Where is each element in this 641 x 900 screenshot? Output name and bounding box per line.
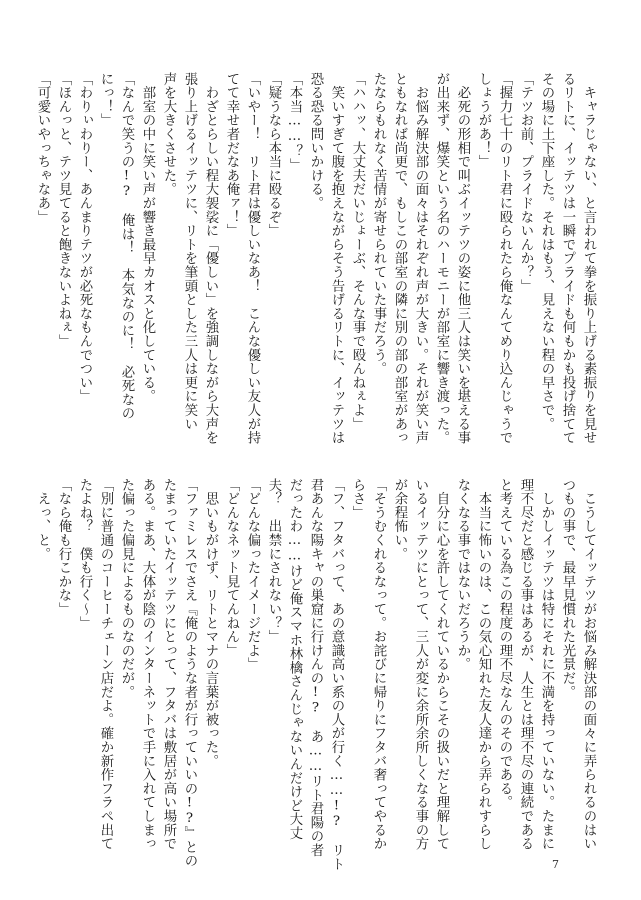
text-column: てて幸せ者だなあ俺ァ！」: [224, 72, 239, 238]
text-column: た偏った偏見によるものなのだが。: [119, 478, 134, 699]
page-number: 7: [552, 858, 559, 871]
text-column: 思いもがけず、リトとマナの言葉が被った。: [203, 478, 218, 768]
text-column: 「どんな偏ったイメージだよ」: [245, 478, 260, 672]
text-column: 「ハハッ、大丈夫だいじょーぶ、そんな事で殴んねぇよ」: [350, 72, 365, 431]
text-column: 笑いすぎて腹を抱えながらそう告げるリトに、イッテツは: [329, 72, 344, 445]
text-column: 声を大きくさせた。: [161, 72, 176, 197]
text-block-top: [32, 72, 599, 452]
text-column: 「ほんっと、テツ見てると飽きないよねぇ」: [56, 72, 71, 348]
text-column: 「可愛いやっちゃなあ」: [35, 72, 50, 224]
text-column: こうしてイッテツがお悩み解決部の面々に弄られるのはい: [581, 478, 596, 851]
text-column: 「フ、フタバって、あの意識高い系の人が行く……!? リト: [329, 478, 344, 871]
text-column: たよね？ 僕も行く～」: [77, 478, 92, 630]
text-column: しかしイッテツは特にそれに不満を持っていない。たまに: [539, 478, 554, 851]
text-column: 「疑うなら本当に殴るぞ」: [266, 72, 281, 238]
text-column: たならもれなく苦情が寄せられていた事だろう。: [371, 72, 386, 376]
text-column: なくなる事ではないだろうか。: [455, 478, 470, 672]
text-column: 「ファミレスでさえ『俺のような者が行っていいの!?』との: [182, 478, 197, 868]
text-column: たまっていたイッテツにとって、フタバは敷居が高い場所で: [161, 478, 176, 851]
text-column: 君あんな陽キャの巣窟に行けんの!? あ……リト君陽の者: [308, 478, 323, 857]
text-column: つもの事で、最早見慣れた光景だ。: [560, 478, 575, 699]
text-column: その場に土下座した。それはもう、見えない程の早さで。: [539, 72, 554, 431]
text-column: 「なら俺も行こかな」: [56, 478, 71, 616]
text-column: お悩み解決部の面々はそれぞれ声が大きい。それが笑い声: [413, 72, 428, 445]
text-column: だったわ……けど俺スマホ林檎さんじゃないんだけど大丈: [287, 478, 302, 840]
text-column: 「どんなネット見てんねん」: [224, 478, 239, 658]
text-column: 必死の形相で叫ぶイッテツの姿に他三人は笑いを堪える事: [455, 72, 470, 445]
text-column: 「そうむくれるなって。お詫びに帰りにフタバ奢ってやるか: [371, 478, 386, 851]
text-column: と考えている為この程度の理不尽なんのそのである。: [497, 478, 512, 810]
text-column: ともなれば尚更で、もしこの部室の隣に別の部の部室があっ: [392, 72, 407, 445]
text-column: が余程怖い。: [392, 478, 407, 561]
text-column: るリトに、イッテツは一瞬でプライドも何もかも投げ捨てて: [560, 72, 575, 445]
text-column: にっ！」: [98, 72, 113, 128]
text-column: 「テツお前、プライドないんか？」: [518, 72, 533, 293]
text-column: 張り上げるイッテツに、リトを筆頭とした三人は更に笑い: [182, 72, 197, 431]
text-column: 「なんで笑うの!? 俺は！ 本気なのに！ 必死なの: [119, 72, 134, 421]
text-column: 「握力七十のリト君に殴られたら俺なんてめり込んじゃうで: [497, 72, 512, 445]
text-column: 恐る恐る問いかける。: [308, 72, 323, 210]
text-column: が出来ず、爆笑という名のハーモニーが部室に響き渡った。: [434, 72, 449, 445]
text-column: ある。まあ、大体が陰のインターネットで手に入れてしまっ: [140, 478, 155, 851]
text-column: しょうがあ！」: [476, 72, 491, 169]
text-column: いるイッテツにとって、三人が変に余所余所しくなる事の方: [413, 478, 428, 851]
text-column: キャラじゃない、と言われて拳を振り上げる素振りを見せ: [581, 72, 596, 445]
text-column: 「本当……？」: [287, 72, 302, 172]
text-column: 部室の中に笑い声が響き最早カオスと化している。: [140, 72, 155, 404]
text-column: 「わりぃわりー、あんまりテツが必死なもんでつい」: [77, 72, 92, 404]
text-block-bottom: [32, 478, 599, 871]
text-column: わざとらしい程大袈裟に「優しい」を強調しながら大声を: [203, 72, 218, 445]
text-column: 本当に怖いのは、この気心知れた友人達から弄られすらし: [476, 478, 491, 851]
text-column: 自分に心を許してくれているからこその扱いだと理解して: [434, 478, 449, 851]
text-column: 夫？ 出禁にされない？」: [266, 478, 281, 644]
text-column: 「いやー！ リト君は優しいなあ！ こんな優しい友人が持: [245, 72, 260, 445]
text-column: らさ」: [350, 478, 365, 520]
text-column: 「別に普通のコーヒーチェーン店だよ。確か新作フラペ出て: [98, 478, 113, 851]
text-column: 理不尽だと感じる事はあるが、人生とは理不尽の連続である: [518, 478, 533, 851]
text-column: えっ、と。: [35, 478, 50, 561]
